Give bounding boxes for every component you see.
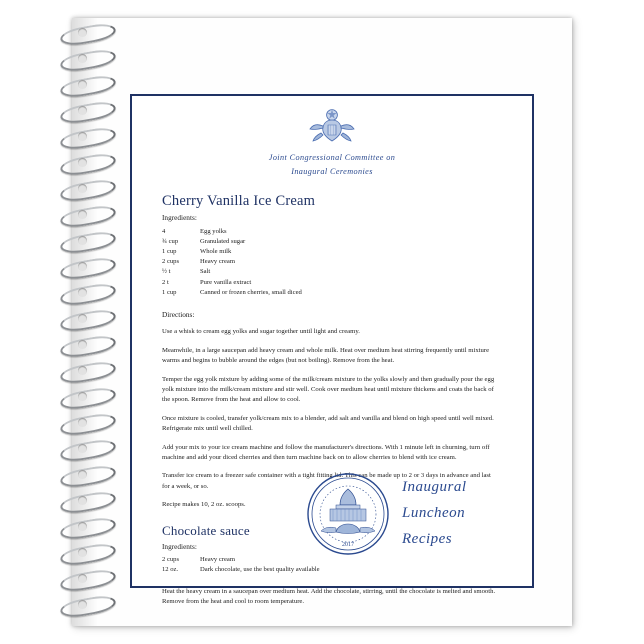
table-row — [162, 236, 302, 246]
recipe-yield: Recipe makes 10, 2 oz. scoops. — [162, 501, 246, 509]
ingredient-item: Dark chocolate, use the best quality available — [200, 566, 320, 574]
ingredients-table — [162, 226, 302, 297]
script-line-1: Inaugural — [402, 479, 467, 495]
ingredient-qty: 2 t — [162, 278, 169, 286]
script-text-block — [402, 474, 467, 552]
table-row — [162, 287, 302, 297]
inaugural-luncheon-mark — [306, 470, 536, 560]
ingredient-item: Heavy cream — [200, 258, 235, 266]
page-shadow-gradient — [72, 18, 98, 626]
ingredient-qty: 1 cup — [162, 288, 177, 296]
recipe-step: Add your mix to your ice cream machine and follow the manufacturer's directions. With 1 minute left in churning, turn off machine and add your diced cherries and then turn machine back on to allow cherries to blend with ice cream. — [162, 443, 490, 461]
table-row — [162, 257, 302, 267]
sauce-title: Chocolate sauce — [162, 522, 250, 538]
recipe-document — [130, 94, 534, 606]
table-row — [162, 565, 320, 575]
ingredient-qty: 1 cup — [162, 247, 177, 255]
ingredient-item: Canned or frozen cherries, small diced — [200, 288, 302, 296]
script-line-2: Luncheon — [402, 505, 466, 521]
ingredient-qty: ½ t — [162, 268, 171, 276]
recipe-step: Temper the egg yolk mixture by adding some of the milk/cream mixture to the yolks slowly and then gradually pour the egg yolk mixture into the milk/cream mixture and stir well. Cook over medium heat until mixture thickens and coats the back of the spoon. Remove from the heat and allow to cool. — [162, 375, 495, 404]
ingredient-qty: 2 cups — [162, 258, 180, 266]
recipe-step: Meanwhile, in a large saucepan add heavy cream and whole milk. Heat over medium heat stirring frequently until mixture warms and begins to bubble around the edges (but not boiling). Remove from the heat. — [162, 346, 490, 365]
directions-label: Directions: — [162, 310, 195, 320]
ingredient-item: Granulated sugar — [200, 237, 246, 245]
ingredient-qty: 4 — [162, 227, 166, 235]
table-row — [162, 555, 320, 565]
committee-line-1: Joint Congressional Committee on — [268, 153, 396, 162]
table-row — [162, 226, 302, 236]
ingredient-qty: 12 oz. — [162, 566, 179, 574]
ingredients-label: Ingredients: — [162, 213, 197, 222]
notebook-cover — [72, 18, 572, 626]
table-row — [162, 267, 302, 277]
ingredient-item: Whole milk — [200, 247, 232, 255]
ingredient-qty: 2 cups — [162, 556, 180, 564]
table-row — [162, 246, 302, 256]
sauce-ingredients-label: Ingredients: — [162, 541, 197, 551]
sauce-step: Heat the heavy cream in a saucepan over medium heat. Add the chocolate, stirring, until the chocolate is melted and smooth. Remove from the heat and cool to room temperature. — [162, 587, 496, 606]
great-seal-container — [148, 106, 516, 151]
sauce-ingredients-table — [162, 555, 320, 575]
ingredient-qty: ¾ cup — [162, 237, 179, 245]
seal-year: 2017 — [342, 542, 354, 548]
committee-line-2: Inaugural Ceremonies — [291, 167, 373, 176]
ingredient-item: Egg yolks — [200, 227, 227, 235]
script-line-3: Recipes — [402, 531, 453, 547]
table-row — [162, 277, 302, 287]
ingredient-item: Salt — [200, 268, 211, 276]
recipe-step: Transfer ice cream to a freezer safe container with a tight fitting lid. This can be made up to 2 or 3 days in advance and last for a week, or so. — [162, 472, 491, 490]
recipe-step: Use a whisk to cream egg yolks and sugar together until light and creamy. — [162, 328, 360, 336]
recipe-step: Once mixture is cooled, transfer yolk/cream mix to a blender, add salt and vanilla and blend on high speed until well mixed. Refrigerate mix until well chilled. — [162, 414, 494, 433]
recipe-title: Cherry Vanilla Ice Cream — [162, 193, 316, 209]
ingredient-item: Pure vanilla extract — [200, 278, 252, 286]
inaugural-luncheon-capitol-seal-icon — [306, 472, 390, 561]
us-great-seal-eagle-icon — [308, 106, 356, 151]
ingredient-item: Heavy cream — [200, 556, 235, 564]
